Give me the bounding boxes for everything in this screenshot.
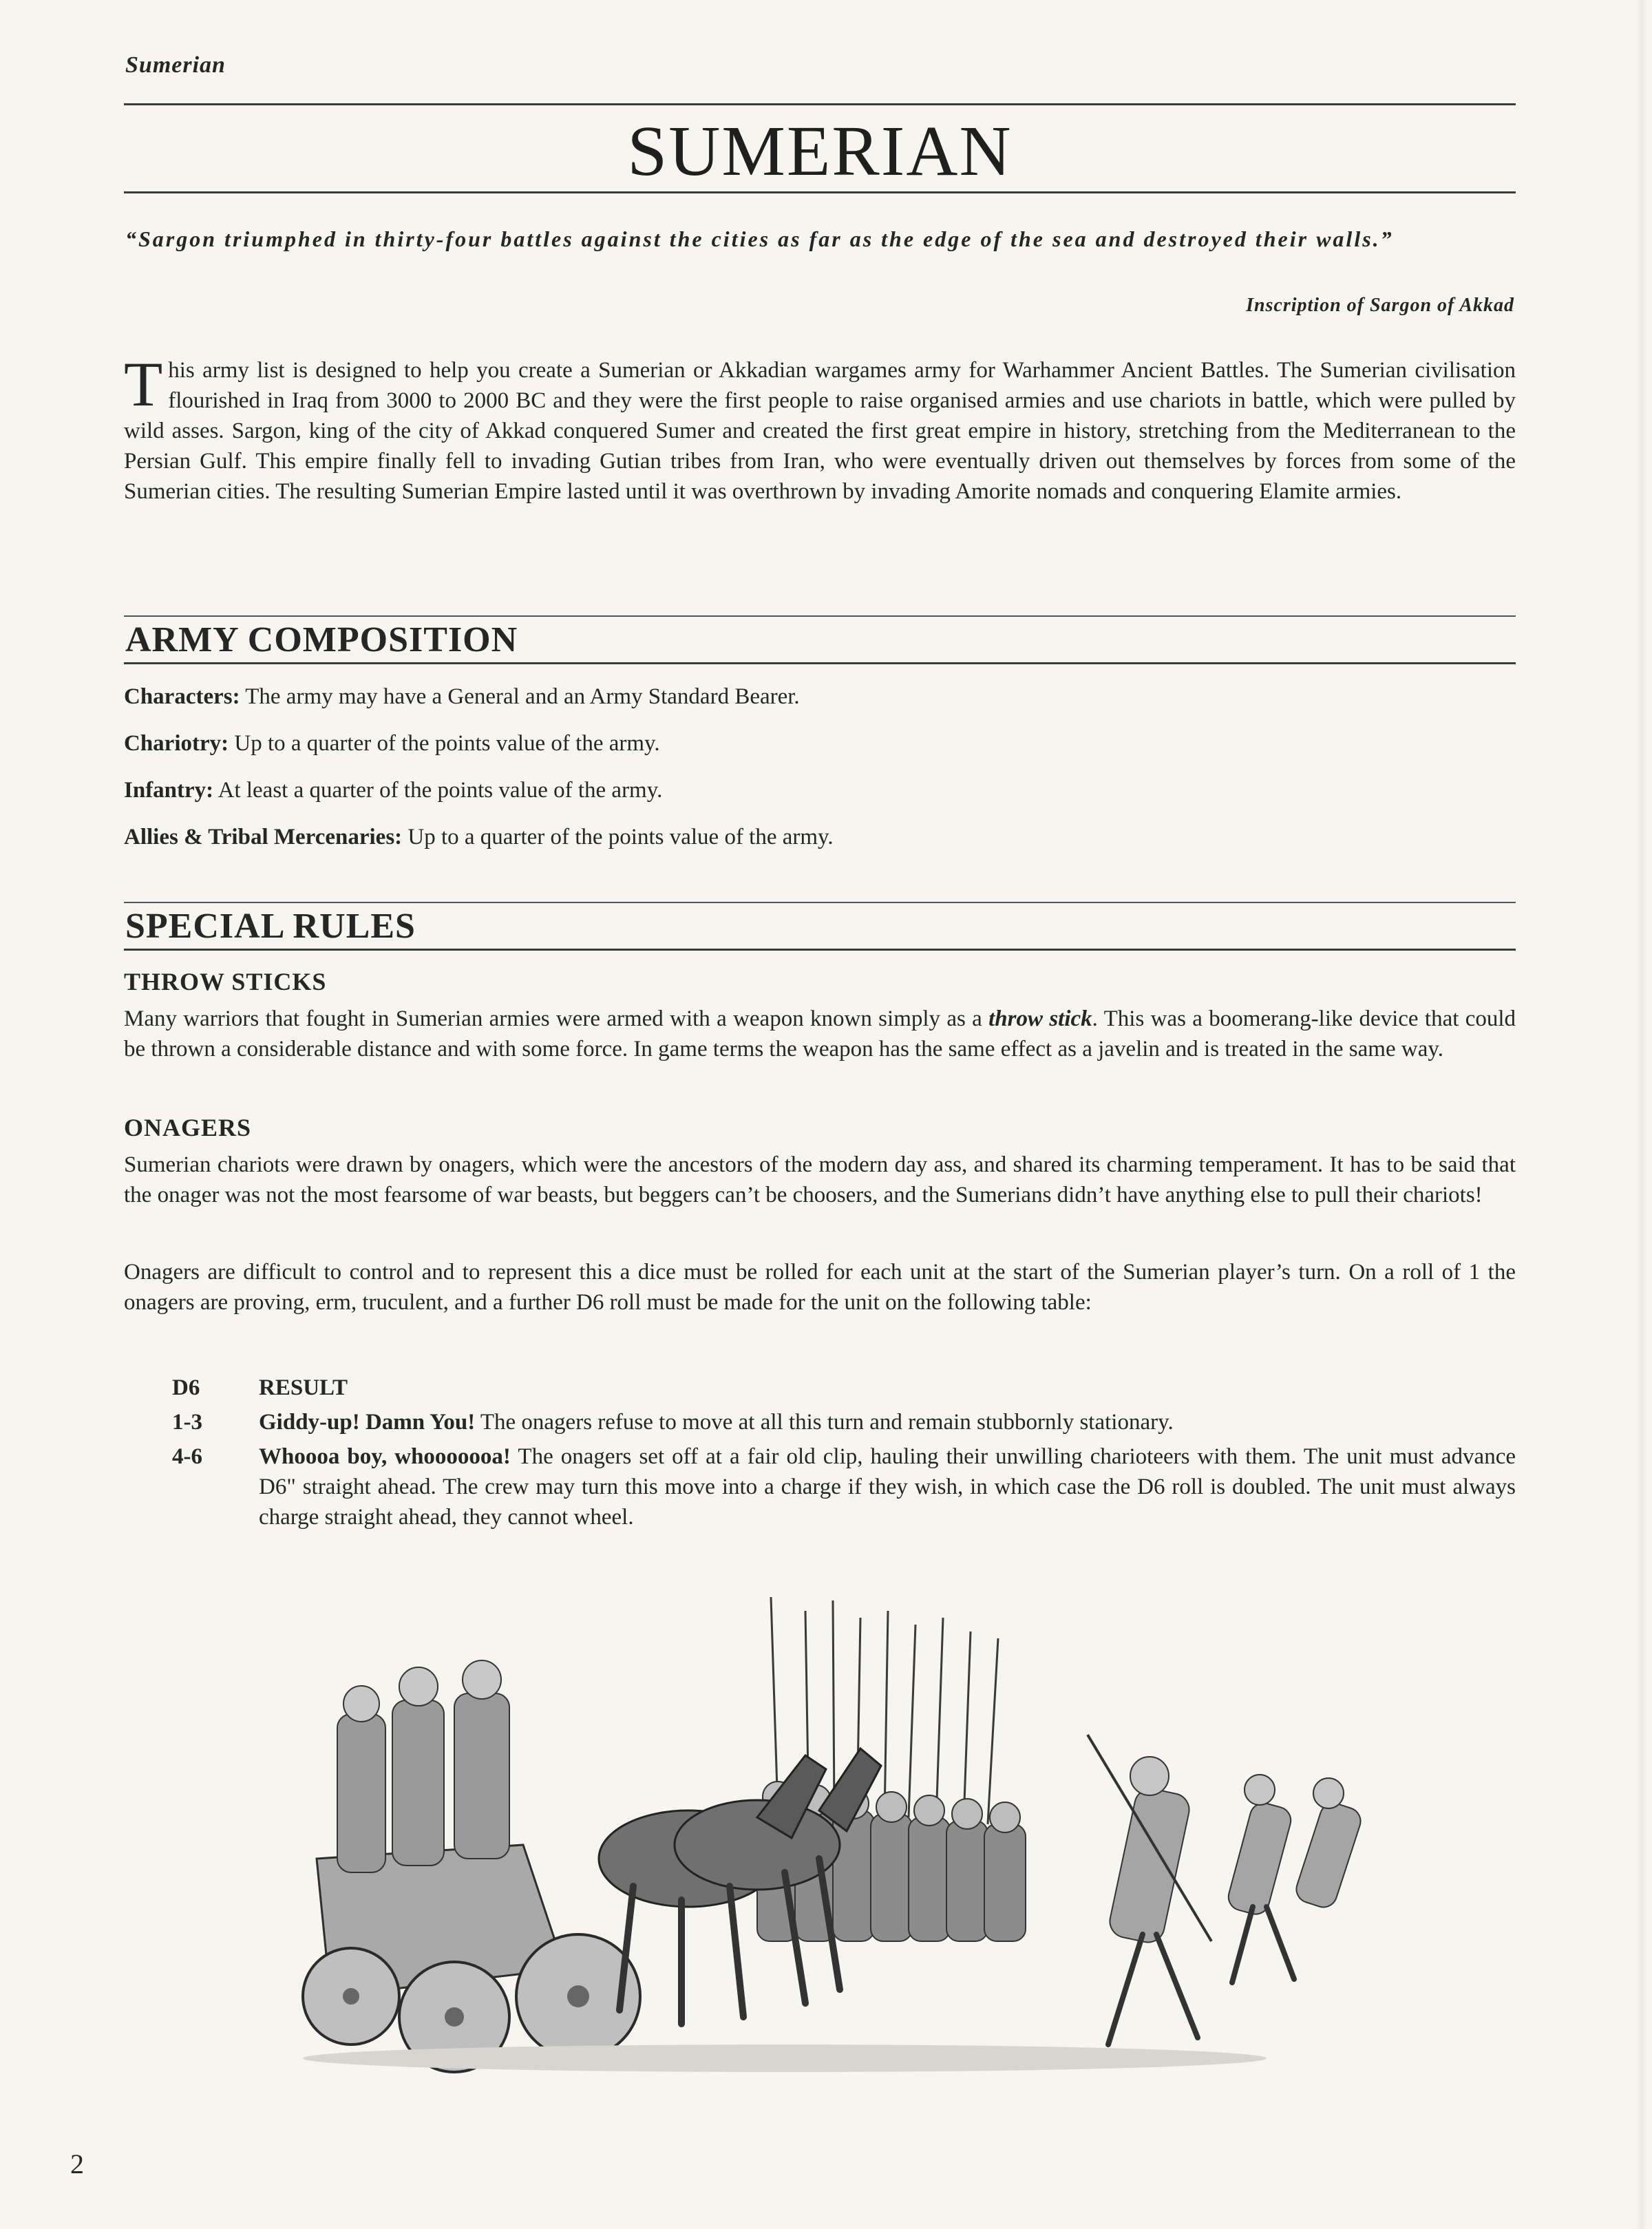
army-composition-rule-top (124, 615, 1516, 617)
dice-result-text: The onagers set off at a fair old clip, hauling their unwilling charioteers with them. The unit must advance D6" straight ahead. The crew may turn this move into a charge if they wish, in which case the D6 roll is doubled. The unit must always charge straight ahead, they cannot wheel. (259, 1444, 1516, 1530)
dice-result-text: The onagers refuse to move at all this turn and remain stubbornly stationary. (480, 1410, 1174, 1435)
dice-roll: 1-3 (172, 1410, 202, 1435)
dice-roll: 4-6 (172, 1444, 202, 1469)
army-composition-heading: ARMY COMPOSITION (125, 620, 518, 659)
throw-sticks-text-after: . This was a boomerang-like device that could be thrown a considerable distance and with some force. In game terms the weapon has the same effect as a javelin and is treated in the same way. (124, 1006, 1516, 1061)
composition-label: Characters: (124, 684, 240, 709)
special-rules-heading: SPECIAL RULES (125, 907, 416, 946)
intro-text: his army list is designed to help you create a Sumerian or Akkadian wargames army for Warhammer Ancient Battles. The Sumerian civilisation flourished in Iraq from 3000 to 2000 BC and they were the first people to raise organised armies and use chariots in battle, which were pulled by wild asses. Sargon, king of the city of Akkad conquered Sumer and created the first great empire in history, stretching from the Mediterranean to the Persian Gulf. This empire finally fell to invading Gutian tribes from Iran, who were eventually driven out themselves by forces from some of the Sumerian cities. The resulting Sumerian Empire lasted until it was overthrown by invading Amorite nomads and conquering Elamite armies. (124, 358, 1516, 504)
composition-label: Chariotry: (124, 731, 229, 756)
special-rules-rule-bottom (124, 949, 1516, 951)
intro-paragraph (124, 349, 1516, 507)
composition-item-infantry (124, 775, 1516, 805)
dice-result-title: Giddy-up! Damn You! (259, 1410, 476, 1435)
dice-result (259, 1441, 1516, 1532)
dice-col-result: RESULT (259, 1375, 348, 1400)
title-rule-bottom (124, 191, 1516, 193)
page-title: SUMERIAN (627, 112, 1013, 191)
epigraph-quote: “Sargon triumphed in thirty-four battles against the cities as far as the edge of the sea and destroyed their walls.” (125, 226, 1394, 251)
onagers-heading: ONAGERS (124, 1114, 252, 1141)
special-rules-rule-top (124, 902, 1516, 903)
onagers-paragraph-2: Onagers are difficult to control and to represent this a dice must be rolled for each unit at the start of the Sumerian player’s turn. On a roll of 1 the onagers are proving, erm, truculent, and a further D6 roll must be made for the unit on the following table: (124, 1260, 1516, 1315)
composition-text: Up to a quarter of the points value of the army. (234, 731, 660, 756)
throw-sticks-paragraph (124, 1004, 1516, 1064)
title-rule-top (124, 103, 1516, 105)
dice-result-title: Whoooa boy, whooooooa! (259, 1444, 511, 1469)
dice-col-roll: D6 (172, 1375, 200, 1400)
sumerian-army-illustration (234, 1583, 1418, 2100)
composition-text: The army may have a General and an Army Standard Bearer. (245, 684, 800, 709)
composition-text: Up to a quarter of the points value of the army. (407, 825, 834, 849)
composition-label: Allies & Tribal Mercenaries: (124, 825, 403, 849)
composition-item-characters (124, 682, 1516, 712)
composition-label: Infantry: (124, 778, 214, 803)
throw-sticks-text-before: Many warriors that fought in Sumerian armies were armed with a weapon known simply as a (124, 1006, 989, 1031)
page-edge (1637, 0, 1646, 2229)
page-number: 2 (70, 2148, 84, 2179)
army-composition-rule-bottom (124, 662, 1516, 664)
throw-stick-term: throw stick (988, 1006, 1092, 1031)
drop-cap: T (124, 349, 163, 419)
running-head: Sumerian (125, 52, 226, 78)
composition-text: At least a quarter of the points value of the army. (218, 778, 663, 803)
onagers-paragraph-1: Sumerian chariots were drawn by onagers, which were the ancestors of the modern day ass, and shared its charming temperament. It has to be said that the onager was not the most fearsome of war beasts, but beggers can’t be choosers, and the Sumerians didn’t have anything else to pull their chariots! (124, 1152, 1516, 1207)
epigraph-attribution: Inscription of Sargon of Akkad (1246, 295, 1514, 316)
throw-sticks-heading: THROW STICKS (124, 968, 327, 995)
dice-result (259, 1407, 1516, 1437)
composition-item-chariotry (124, 728, 1516, 759)
composition-item-allies (124, 822, 1516, 852)
